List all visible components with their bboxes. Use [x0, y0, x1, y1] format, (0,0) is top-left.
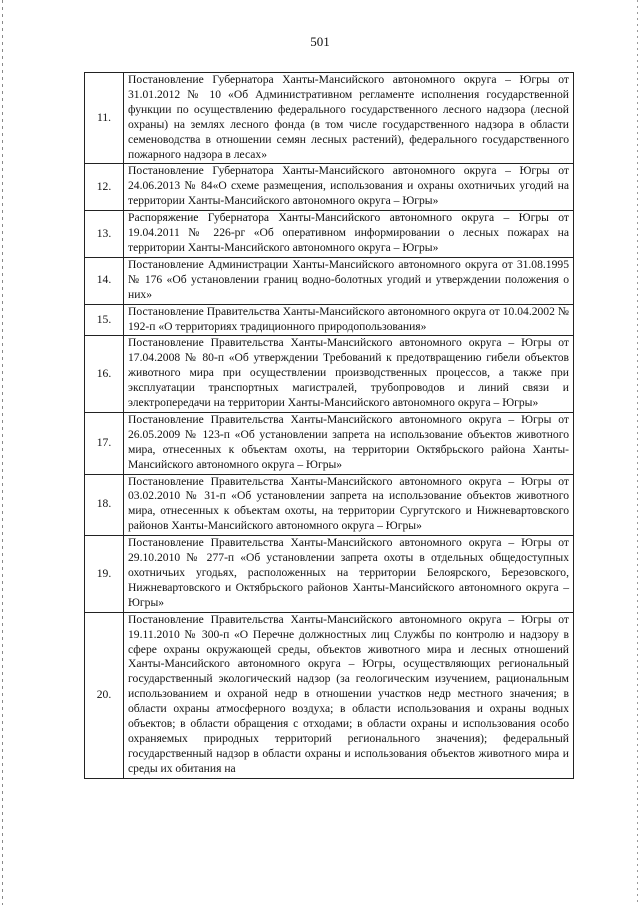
table-row: [85, 412, 574, 474]
row-document-title: Распоряжение Губернатора Ханты-Мансийского автономного округа – Югры от 19.04.2011 № 226-рг «Об оперативном информировании о лесных пожарах на территории Ханты-Мансийского автономного округа – Югры»: [124, 211, 574, 258]
table-body: [85, 73, 574, 779]
scan-edge-left: [2, 0, 3, 905]
legal-acts-table: [84, 72, 574, 779]
row-number: 13.: [85, 211, 124, 258]
row-number: 20.: [85, 612, 124, 778]
row-document-title: Постановление Правительства Ханты-Мансийского автономного округа – Югры от 19.11.2010 № 300-п «О Перечне должностных лиц Службы по контролю и надзору в сфере охраны окружающей среды, объектов животного мира и лесных отношений Ханты-Мансийского автономного округа – Югры, осуществляющих региональный государственный экологический надзор (за геологическим изучением, рациональным использованием и охраной недр в отношении участков недр местного значения; в области охраны атмосферного воздуха; в области использования и охраны водных объектов; в области обращения с отходами; в области охраны и использования особо охраняемых природных территорий регионального значения); федеральный государственный надзор в области охраны и использования объектов животного мира и среды их обитания на: [124, 612, 574, 778]
row-number: 11.: [85, 73, 124, 164]
row-number: 14.: [85, 257, 124, 304]
row-number: 15.: [85, 304, 124, 336]
row-number: 12.: [85, 164, 124, 211]
row-document-title: Постановление Губернатора Ханты-Мансийского автономного округа – Югры от 31.01.2012 № 10 «Об Административном регламенте исполнения государственной функции по осуществлению федерального государственного лесного надзора (лесной охраны) на землях лесного фонда (в том числе государственного надзора в области семеноводства в отношении семян лесных растений), федерального государственного пожарного надзора в лесах»: [124, 73, 574, 164]
table-row: [85, 474, 574, 536]
row-document-title: Постановление Правительства Ханты-Мансийского автономного округа – Югры от 03.02.2010 № 31-п «Об установлении запрета на использование объектов животного мира, отнесенных к объектам охоты, на территории Сургутского и Нижневартовского районов Ханты-Мансийского автономного округа – Югры»: [124, 474, 574, 536]
row-document-title: Постановление Правительства Ханты-Мансийского автономного округа – Югры от 17.04.2008 № 80-п «Об утверждении Требований к предотвращению гибели объектов животного мира при осуществлении производственных процессов, а также при эксплуатации транспортных магистралей, трубопроводов и линий связи и электропередачи на территории Ханты-Мансийского автономного округа – Югры»: [124, 336, 574, 413]
row-number: 17.: [85, 412, 124, 474]
table-row: [85, 612, 574, 778]
row-document-title: Постановление Правительства Ханты-Мансийского автономного округа – Югры от 29.10.2010 № 277-п «Об установлении запрета охоты в отдельных общедоступных охотничьих угодьях, расположенных на территории Белоярского, Березовского, Нижневартовского и Октябрьского районов Ханты-Мансийского автономного округа – Югры»: [124, 536, 574, 613]
row-document-title: Постановление Правительства Ханты-Мансийского автономного округа от 10.04.2002 № 192-п «О территориях традиционного природопользования»: [124, 304, 574, 336]
row-number: 19.: [85, 536, 124, 613]
table-row: [85, 336, 574, 413]
scan-edge-right: [637, 0, 638, 905]
row-document-title: Постановление Администрации Ханты-Мансийского автономного округа от 31.08.1995 № 176 «Об установлении границ водно-болотных угодий и утверждении положения о них»: [124, 257, 574, 304]
table-row: [85, 211, 574, 258]
row-document-title: Постановление Правительства Ханты-Мансийского автономного округа – Югры от 26.05.2009 № 123-п «Об установлении запрета на использование объектов животного мира, отнесенных к объектам охоты, на территории Октябрьского района Ханты-Мансийского автономного округа – Югры»: [124, 412, 574, 474]
table-row: [85, 257, 574, 304]
page-number: 501: [310, 34, 330, 49]
table-row: [85, 164, 574, 211]
row-number: 18.: [85, 474, 124, 536]
table-row: [85, 73, 574, 164]
table-row: [85, 536, 574, 613]
table-row: [85, 304, 574, 336]
row-number: 16.: [85, 336, 124, 413]
row-document-title: Постановление Губернатора Ханты-Мансийского автономного округа – Югры от 24.06.2013 № 84«О схеме размещения, использования и охраны охотничьих угодий на территории Ханты-Мансийского автономного округа – Югры»: [124, 164, 574, 211]
